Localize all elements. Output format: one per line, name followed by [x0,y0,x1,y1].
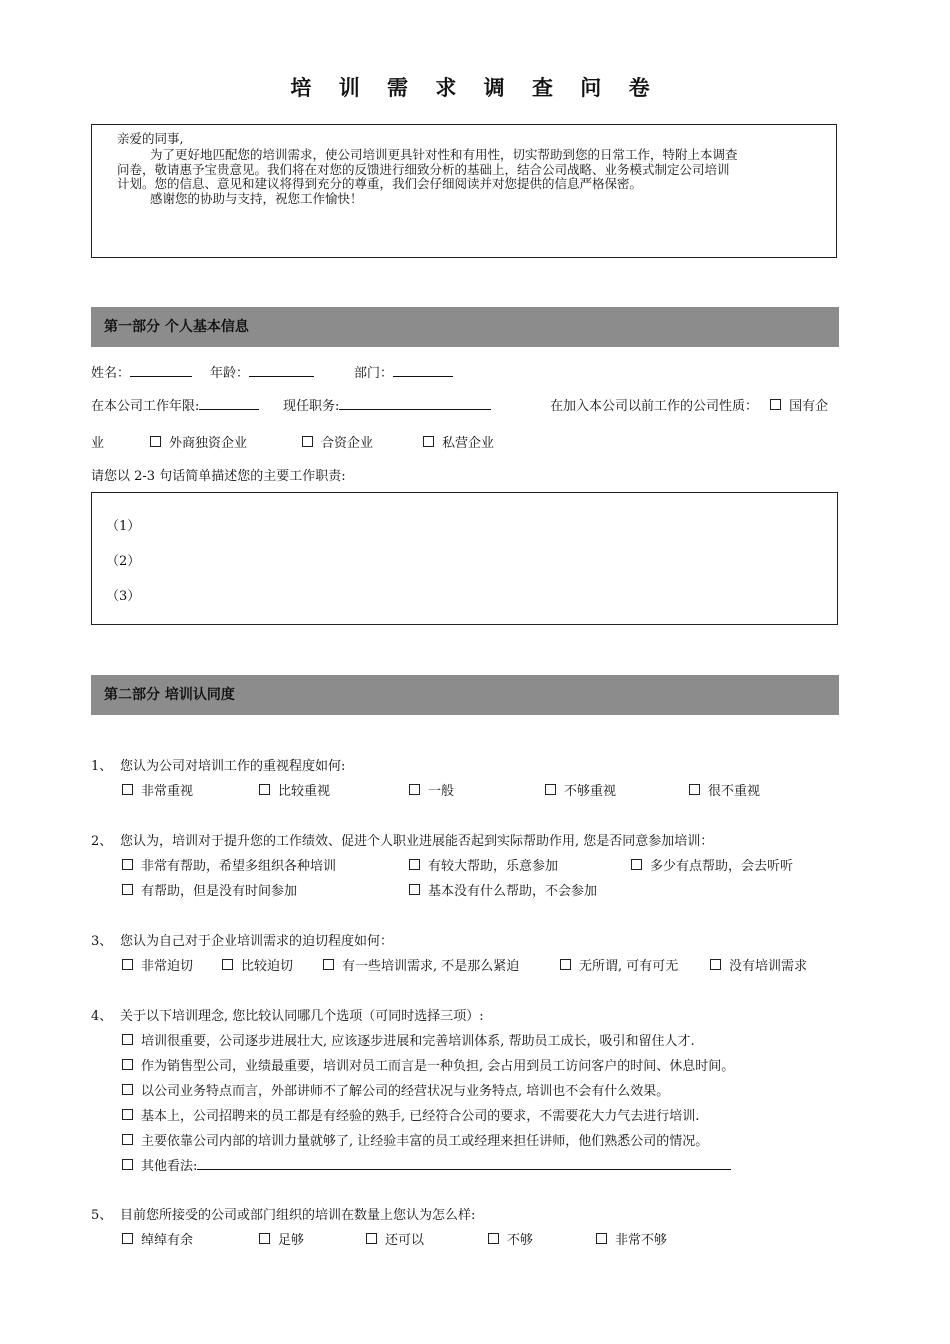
q4-option[interactable]: 培训很重要，公司逐步进展壮大, 应该逐步进展和完善培训体系, 帮助员工成长，吸引和留住人才. [122,1030,695,1049]
checkbox[interactable] [423,436,434,447]
question-text: 您认为，培训对于提升您的工作绩效、促进个人职业进展能否起到实际帮助作用, 您是否同意参加培训： [120,834,714,849]
q4-option[interactable]: 基本上，公司招聘来的员工都是有经验的熟手, 已经符合公司的要求，不需要花大力气去进行培训. [122,1105,699,1124]
q1-option[interactable]: 一般 [409,780,454,799]
q1-option[interactable]: 非常重视 [122,780,193,799]
checkbox[interactable] [409,859,420,870]
question-text: 您认为公司对培训工作的重视程度如何: [120,759,346,774]
checkbox[interactable] [323,959,334,970]
company-type-joint[interactable]: 合资企业 [302,432,373,451]
checkbox[interactable] [560,959,571,970]
checkbox[interactable] [122,1134,133,1145]
position-field[interactable] [283,395,491,414]
question-number: 1、 [91,759,113,774]
checkbox[interactable] [259,784,270,795]
position-input-line[interactable] [339,396,491,410]
checkbox[interactable] [409,784,420,795]
name-input-line[interactable] [130,363,192,377]
years-input-line[interactable] [199,396,259,410]
name-field[interactable] [91,362,192,381]
checkbox[interactable] [122,859,133,870]
company-type-wrap: 业 [91,436,105,451]
checkbox[interactable] [122,1233,133,1244]
q4-option[interactable]: 以公司业务特点而言，外部讲师不了解公司的经营状况与业务特点, 培训也不会有什么效果。 [122,1080,669,1099]
age-input-line[interactable] [249,363,314,377]
q3-option[interactable]: 没有培训需求 [710,955,807,974]
question-number: 3、 [91,934,113,949]
question-text: 目前您所接受的公司或部门组织的培训在数量上您认为怎么样: [120,1208,476,1223]
section-header-part2 [91,675,839,715]
q5-option[interactable]: 不够 [488,1229,533,1248]
checkbox[interactable] [366,1233,377,1244]
duty-answer-box[interactable] [91,492,838,625]
checkbox[interactable] [122,784,133,795]
q1-option[interactable]: 比较重视 [259,780,330,799]
checkbox[interactable] [488,1233,499,1244]
q3-option[interactable]: 比较迫切 [222,955,293,974]
checkbox[interactable] [122,884,133,895]
company-type-private[interactable]: 私营企业 [423,432,494,451]
other-input-line[interactable] [197,1156,731,1170]
q1-option[interactable]: 不够重视 [545,780,616,799]
q3-option[interactable]: 无所谓, 可有可无 [560,955,678,974]
age-field[interactable] [210,362,314,381]
position-label: 现任职务: [283,399,340,414]
q4-option-other[interactable]: 其他看法: [122,1155,731,1174]
q5-option[interactable]: 还可以 [366,1229,424,1248]
checkbox[interactable] [150,436,161,447]
checkbox[interactable] [631,859,642,870]
checkbox[interactable] [710,959,721,970]
checkbox[interactable] [122,959,133,970]
question-number: 4、 [91,1009,113,1024]
q5-option[interactable]: 足够 [259,1229,304,1248]
intro-line: 为了更好地匹配您的培训需求，使公司培训更具针对性和有用性，切实帮助到您的日常工作，特附上本调查 [150,147,738,162]
name-label: 姓名： [91,366,131,381]
checkbox[interactable] [122,1159,133,1170]
section-title: 第一部分 个人基本信息 [104,319,249,335]
question-text: 关于以下培训理念, 您比较认同哪几个选项（可同时选择三项）: [120,1009,484,1024]
q3-option[interactable]: 有一些培训需求, 不是那么紧迫 [323,955,519,974]
intro-greeting: 亲爱的同事, [117,131,184,146]
intro-line: 计划。您的信息、意见和建议将得到充分的尊重，我们会仔细阅读并对您提供的信息严格保密。 [117,176,643,191]
dept-field[interactable] [354,362,453,381]
duty-item-3: （3） [106,589,141,604]
checkbox[interactable] [122,1034,133,1045]
q1-option[interactable]: 很不重视 [689,780,760,799]
checkbox[interactable] [122,1084,133,1095]
section-title: 第二部分 培训认同度 [104,687,235,703]
checkbox[interactable] [770,399,781,410]
checkbox[interactable] [596,1233,607,1244]
age-label: 年龄： [210,366,250,381]
years-label: 在本公司工作年限: [91,399,200,414]
question-number: 5、 [91,1208,113,1223]
duty-item-2: （2） [106,554,141,569]
dept-label: 部门： [354,366,394,381]
duty-prompt: 请您以 2-3 句话简单描述您的主要工作职责: [91,469,346,484]
dept-input-line[interactable] [393,363,453,377]
q5-option[interactable]: 绰绰有余 [122,1229,193,1248]
checkbox[interactable] [122,1059,133,1070]
duty-item-1: （1） [106,519,141,534]
checkbox[interactable] [122,1109,133,1120]
checkbox[interactable] [259,1233,270,1244]
q2-option[interactable]: 基本没有什么帮助，不会参加 [409,880,597,899]
page-title: 培 训 需 求 调 查 问 卷 [290,76,660,100]
intro-box [91,124,837,258]
q2-option[interactable]: 多少有点帮助，会去听听 [631,855,793,874]
q2-option[interactable]: 有较大帮助，乐意参加 [409,855,558,874]
prev-company-label: 在加入本公司以前工作的公司性质： [550,399,759,414]
q2-option[interactable]: 非常有帮助，希望多组织各种培训 [122,855,336,874]
q4-option[interactable]: 主要依靠公司内部的培训力量就够了, 让经验丰富的员工或经理来担任讲师，他们熟悉公司的情况。 [122,1130,708,1149]
question-text: 您认为自己对于企业培训需求的迫切程度如何： [120,934,394,949]
q5-option[interactable]: 非常不够 [596,1229,667,1248]
checkbox[interactable] [302,436,313,447]
prev-company-field [550,395,828,414]
q4-option[interactable]: 作为销售型公司，业绩最重要，培训对员工而言是一种负担, 会占用到员工访问客户的时间、休息时间。 [122,1055,734,1074]
question-number: 2、 [91,834,113,849]
q3-option[interactable]: 非常迫切 [122,955,193,974]
section-header-part1 [91,307,839,347]
checkbox[interactable] [222,959,233,970]
intro-thanks: 感谢您的协助与支持，祝您工作愉快！ [150,191,363,206]
intro-line: 问卷，敬请惠予宝贵意见。我们将在对您的反馈进行细致分析的基础上，结合公司战略、业务模式制定公司培训 [117,162,730,177]
checkbox[interactable] [545,784,556,795]
checkbox[interactable] [689,784,700,795]
q2-option[interactable]: 有帮助，但是没有时间参加 [122,880,297,899]
years-field[interactable] [91,395,259,414]
checkbox[interactable] [409,884,420,895]
company-type-foreign[interactable]: 外商独资企业 [150,432,247,451]
company-type-state-owned[interactable]: 国有企 [770,399,828,414]
